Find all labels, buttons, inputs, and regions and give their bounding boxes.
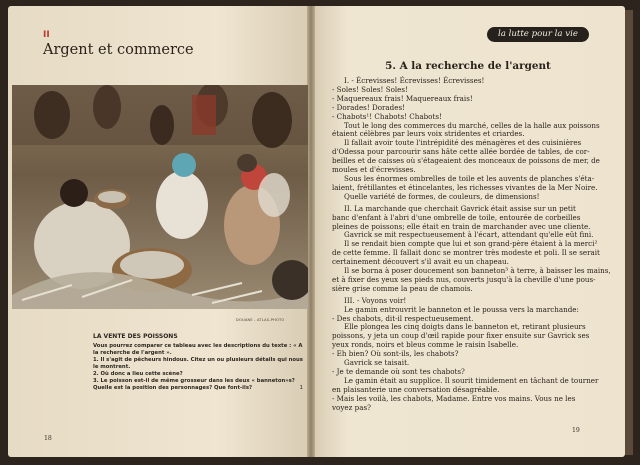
text-line: - Des chabots, dit-il respectueusement. <box>332 313 474 323</box>
text-line: laient, frétillantes et étincelantes, les richesses vivantes de la Mer Noire. <box>332 182 598 192</box>
text-line: pleines de poissons; elle était en train de marchander avec une cliente. <box>332 221 591 231</box>
page-number-right: 19 <box>572 427 580 434</box>
caption-line: la recherche de l'argent ». <box>93 350 172 356</box>
text-line: - Chabots¹! Chabots! Chabots! <box>332 111 442 121</box>
text-line: - Soles! Soles! Soles! <box>332 84 408 94</box>
section-banner: la lutte pour la vie <box>487 27 589 42</box>
text-line: en plaisanterie une conversation désagréable. <box>332 384 500 394</box>
chapter-title: Argent et commerce <box>43 42 194 58</box>
text-line: moules et d'écrevisses. <box>332 165 416 175</box>
text-line: Il se rendait bien compte que lui et son grand-père étaient à la merci² <box>344 239 598 249</box>
text-line: Le gamin était au supplice. Il sourit timidement en tâchant de tourner <box>344 375 599 385</box>
text-line: I. - Écrevisses! Écrevisses! Écrevisses! <box>344 76 485 85</box>
text-line: - Je te demande où sont tes chabots? <box>332 367 465 376</box>
text-line: beilles et de caisses où s'étageaient des monceaux de poissons de mer, de <box>332 156 600 166</box>
text-line: - Dorades! Dorades! <box>332 102 406 112</box>
caption-line <box>93 385 303 392</box>
section-title: 5. A la recherche de l'argent <box>385 60 551 72</box>
text-line: voyez pas? <box>332 402 371 412</box>
caption-line: 1. Il s'agit de pêcheurs hindous. Citez un ou plusieurs détails qui nous <box>93 357 303 363</box>
text-line: Sous les énormes ombrelles de toile et les auvents de planches s'éta- <box>344 173 595 183</box>
text-line: III. - Voyons voir! <box>344 295 407 305</box>
text-line: banc d'enfant à l'abri d'une ombrelle de toile, entourée de corbeilles <box>332 212 581 222</box>
book-gutter <box>307 6 315 457</box>
text-line: Gavrick se taisait. <box>344 358 410 368</box>
text-line: - Eh bien? Où sont-ils, les chabots? <box>332 349 459 359</box>
photo-caption <box>93 333 303 392</box>
text-line: d'Odessa pour parcourir sans hâte cette allée bordée de tables, de cor- <box>332 147 590 157</box>
text-line: Elle plongea les cinq doigts dans le banneton et, retirant plusieurs <box>344 322 586 332</box>
chapter-number: II <box>43 30 50 40</box>
text-line: et à fixer des yeux ses pieds nus, couverts jusqu'à la cheville d'une pous- <box>332 274 596 284</box>
caption-title: LA VENTE DES POISSONS <box>93 333 178 340</box>
fish-market-photo <box>12 85 308 309</box>
text-line: Il fallait avoir toute l'intrépidité des ménagères et des cuisinières <box>344 138 582 148</box>
caption-line: le montrent. <box>93 364 131 370</box>
text-line: sière grise comme la peau de chamois. <box>332 283 473 293</box>
text-line: - Mais les voilà, les chabots, Madame. Entre vos mains. Vous ne les <box>332 393 576 403</box>
text-line: poissons, y jeta un coup d'œil rapide pour fixer ensuite sur Gavrick ses <box>332 331 590 341</box>
photo-credit: DOUANE - ATLAS-PHOTO <box>236 318 285 322</box>
page-number-left: 18 <box>44 435 52 442</box>
text-line: Le gamin entrouvrit le banneton et le poussa vers la marchande: <box>344 304 579 314</box>
caption-line: 2. Où donc a lieu cette scène? <box>93 371 183 377</box>
caption-line: Vous pourrez comparer ce tableau avec les descriptions du texte : « A <box>93 343 303 349</box>
page-edge <box>625 10 633 455</box>
text-line: Il se borna à poser doucement son banneton³ à terre, à baisser les mains, <box>344 266 611 276</box>
text-line: yeux ronds, noirs et bleus comme le raisin Isabelle. <box>332 340 519 350</box>
text-line: - Maquereaux frais! Maquereaux frais! <box>332 93 473 103</box>
text-line: certainement découvert s'il avait eu un chapeau. <box>332 257 509 267</box>
text-line: Quelle variété de formes, de couleurs, de dimensions! <box>344 191 540 201</box>
caption-line-text: Quelle est la position des personnages? Que font-ils? <box>93 385 253 391</box>
text-line: étaient célèbres par leurs voix stridentes et criardes. <box>332 129 525 139</box>
text-line: de cette femme. Il fallait donc se montrer très modeste et poli. Il se serait <box>332 248 600 258</box>
caption-footnote-marker: 1 <box>299 385 303 391</box>
body-text <box>332 76 611 413</box>
text-line: II. La marchande que cherchait Gavrick était assise sur un petit <box>344 203 576 213</box>
text-line: Gavrick se mit respectueusement à l'écart, attendant qu'elle eût fini. <box>344 230 594 240</box>
caption-line: 3. Le poisson est-il de même grosseur dans les deux « banneton»s? <box>93 378 295 384</box>
text-line: Tout le long des commerces du marché, celles de la halle aux poissons <box>344 120 600 130</box>
